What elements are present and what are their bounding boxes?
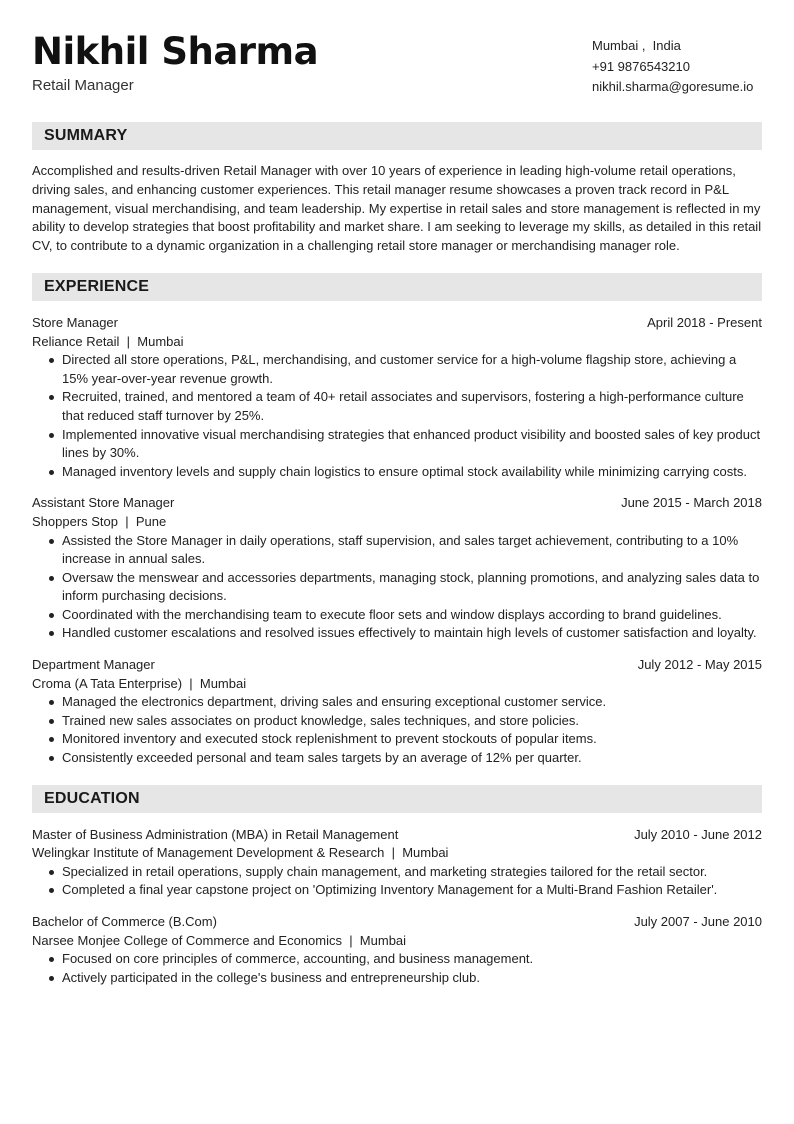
bullet-item: Completed a final year capstone project on 'Optimizing Inventory Management for a Multi-Brand Fashion Retailer'. xyxy=(48,881,762,900)
education-bullets xyxy=(48,863,762,900)
contact-block xyxy=(592,36,762,98)
bullet-item: Specialized in retail operations, supply chain management, and marketing strategies tailored for the retail sector. xyxy=(48,863,762,882)
job-title: Assistant Store Manager xyxy=(32,495,175,511)
job-bullets xyxy=(48,693,762,767)
candidate-name: Nikhil Sharma xyxy=(32,30,319,73)
education-heading: EDUCATION xyxy=(32,785,762,813)
experience-entry xyxy=(32,656,762,768)
job-company: Shoppers Stop | Pune xyxy=(32,513,167,529)
bullet-item: Recruited, trained, and mentored a team of 40+ retail associates and supervisors, fostering a high-performance culture that reduced staff turnover by 25%. xyxy=(48,388,762,425)
education-entry xyxy=(32,913,762,987)
institution: Welingkar Institute of Management Development & Research | Mumbai xyxy=(32,845,449,861)
bullet-item: Oversaw the menswear and accessories departments, managing stock, planning promotions, and analyzing sales data to inform purchasing decisions. xyxy=(48,569,762,606)
contact-email[interactable]: nikhil.sharma@goresume.io xyxy=(592,79,754,94)
institution: Narsee Monjee College of Commerce and Economics | Mumbai xyxy=(32,932,407,948)
experience-entry xyxy=(32,494,762,643)
bullet-item: Assisted the Store Manager in daily operations, staff supervision, and sales target achievement, contributing to a 10% increase in annual sales. xyxy=(48,532,762,569)
bullet-item: Directed all store operations, P&L, merchandising, and customer service for a high-volume flagship store, achieving a 15% year-over-year revenue growth. xyxy=(48,351,762,388)
bullet-item: Actively participated in the college's business and entrepreneurship club. xyxy=(48,969,762,988)
job-company: Croma (A Tata Enterprise) | Mumbai xyxy=(32,675,247,691)
degree-dates: July 2007 - June 2010 xyxy=(634,914,762,930)
resume-page xyxy=(32,28,762,987)
experience-heading: EXPERIENCE xyxy=(32,273,762,301)
bullet-item: Managed the electronics department, driving sales and ensuring exceptional customer service. xyxy=(48,693,762,712)
job-dates: July 2012 - May 2015 xyxy=(637,657,762,673)
bullet-item: Managed inventory levels and supply chain logistics to ensure optimal stock availability while minimizing carrying costs. xyxy=(48,463,762,482)
bullet-item: Focused on core principles of commerce, accounting, and business management. xyxy=(48,950,762,969)
bullet-item: Consistently exceeded personal and team sales targets by an average of 12% per quarter. xyxy=(48,749,762,768)
experience-entry xyxy=(32,314,762,481)
bullet-item: Implemented innovative visual merchandising strategies that enhanced product visibility and boosted sales of key product lines by 30%. xyxy=(48,426,762,463)
candidate-role: Retail Manager xyxy=(32,77,134,94)
education-bullets xyxy=(48,950,762,987)
bullet-item: Handled customer escalations and resolved issues effectively to maintain high levels of customer satisfaction and loyalty. xyxy=(48,624,762,643)
job-bullets xyxy=(48,532,762,644)
bullet-item: Trained new sales associates on product knowledge, sales techniques, and store policies. xyxy=(48,712,762,731)
degree-title: Master of Business Administration (MBA) in Retail Management xyxy=(32,826,399,842)
job-company: Reliance Retail | Mumbai xyxy=(32,333,184,349)
summary-section xyxy=(32,122,762,256)
experience-section xyxy=(32,273,762,768)
summary-heading: SUMMARY xyxy=(32,122,762,150)
summary-text: Accomplished and results-driven Retail Manager with over 10 years of experience in leading high-volume retail operations, driving sales, and enhancing customer experiences. This retail manager resume showcases a proven track record in P&L management, visual merchandising, and team leadership. My expertise in retail sales and store management is reflected in my ability to develop strategies that boost profitability and market share. I am seeking to leverage my skills, as detailed in this retail CV, to contribute to a dynamic organization in a challenging retail store manager or merchandising manager role. xyxy=(32,163,762,254)
job-title: Store Manager xyxy=(32,314,118,330)
resume-header xyxy=(32,28,762,108)
job-title: Department Manager xyxy=(32,657,155,673)
bullet-item: Monitored inventory and executed stock replenishment to prevent stockouts of popular items. xyxy=(48,730,762,749)
degree-title: Bachelor of Commerce (B.Com) xyxy=(32,914,217,930)
education-entry xyxy=(32,826,762,900)
job-dates: June 2015 - March 2018 xyxy=(621,495,762,511)
bullet-item: Coordinated with the merchandising team to execute floor sets and window displays according to brand guidelines. xyxy=(48,606,762,625)
degree-dates: July 2010 - June 2012 xyxy=(634,826,762,842)
job-bullets xyxy=(48,351,762,481)
contact-location: Mumbai , India xyxy=(592,38,681,53)
contact-phone: +91 9876543210 xyxy=(592,58,690,74)
job-dates: April 2018 - Present xyxy=(647,314,762,330)
education-section xyxy=(32,785,762,988)
